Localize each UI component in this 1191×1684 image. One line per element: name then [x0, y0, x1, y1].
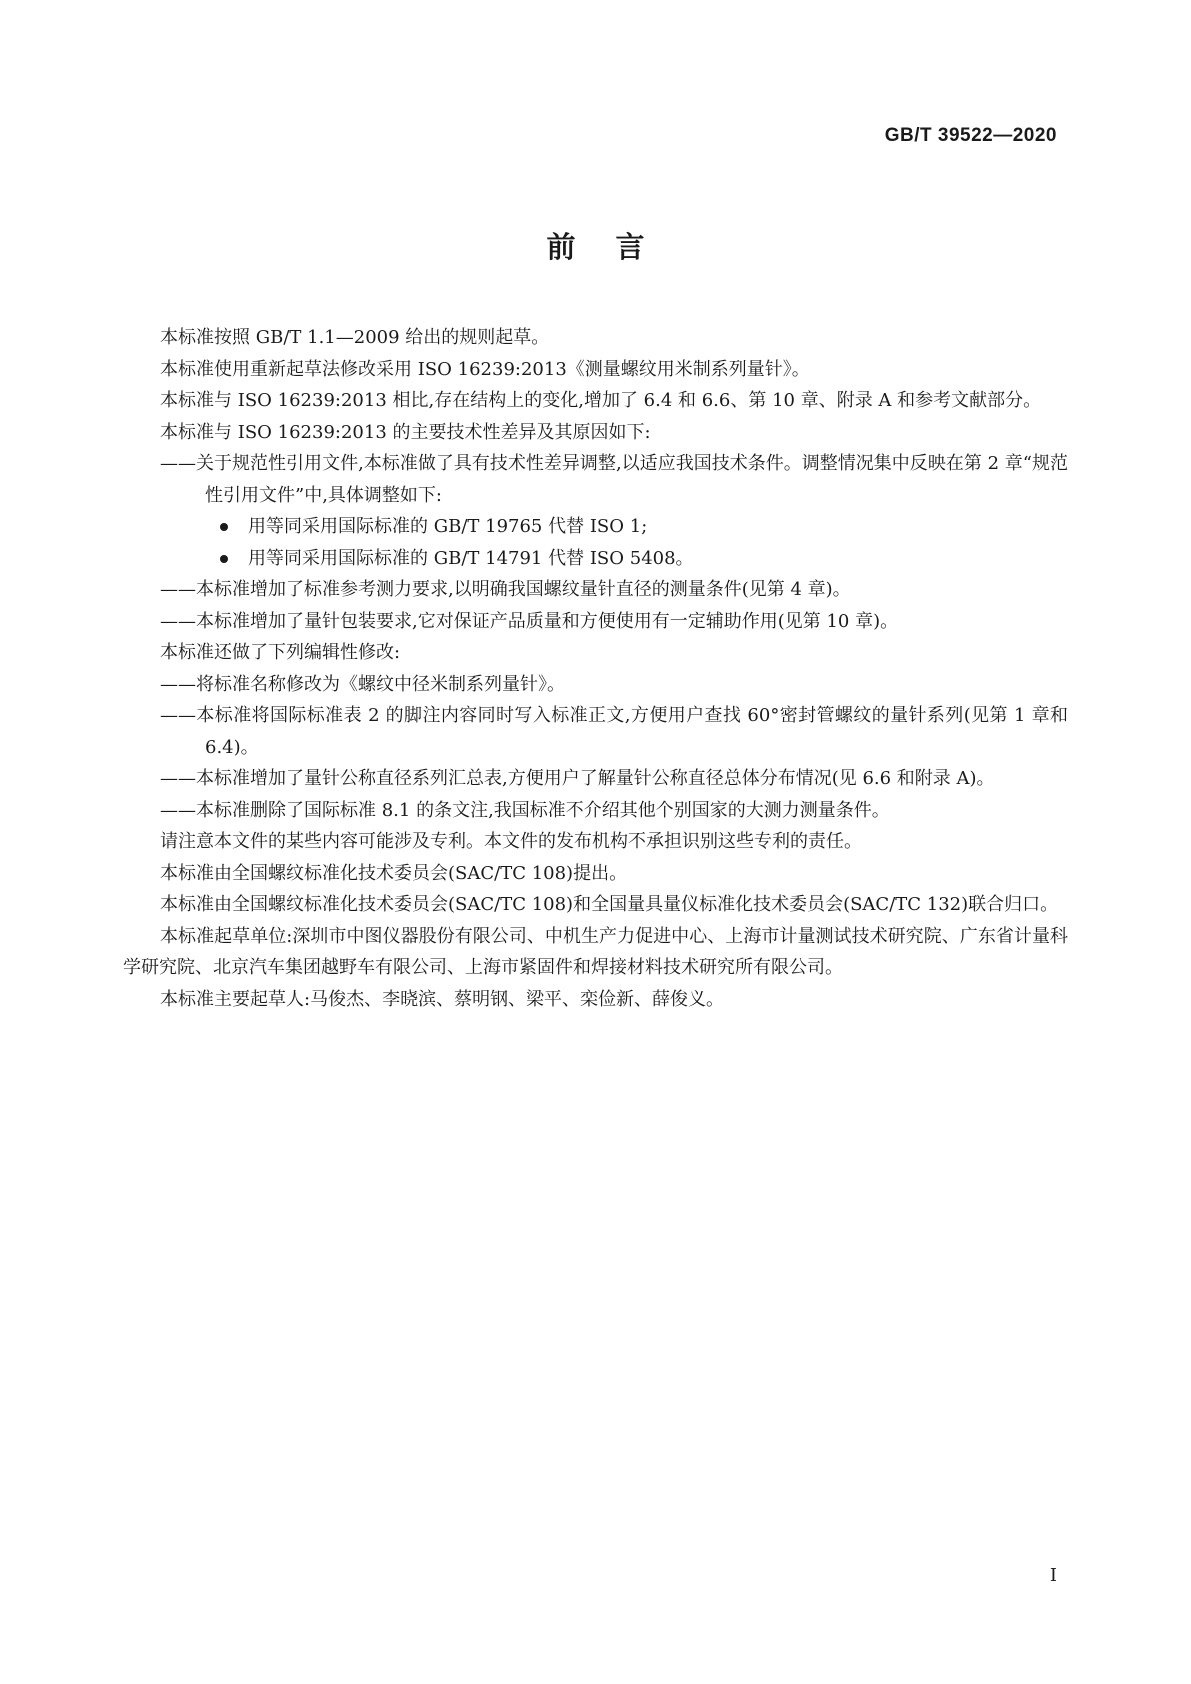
- paragraph: 本标准与 ISO 16239:2013 相比,存在结构上的变化,增加了 6.4 和 6.6、第 10 章、附录 A 和参考文献部分。: [160, 390, 1042, 411]
- foreword-body: [123, 322, 1068, 1015]
- dash-list-item: ——本标准增加了标准参考测力要求,以明确我国螺纹量针直径的测量条件(见第 4 章)。: [160, 579, 851, 600]
- paragraph: 请注意本文件的某些内容可能涉及专利。本文件的发布机构不承担识别这些专利的责任。: [160, 831, 862, 852]
- dash-list-item: ——本标准将国际标准表 2 的脚注内容同时写入标准正文,方便用户查找 60°密封管螺纹的量针系列(见第 1 章和 6.4)。: [160, 705, 1068, 758]
- paragraph: 本标准起草单位:深圳市中图仪器股份有限公司、中机生产力促进中心、上海市计量测试技术研究院、广东省计量科学研究院、北京汽车集团越野车有限公司、上海市紧固件和焊接材料技术研究所有限公司。: [123, 925, 1068, 978]
- bullet-icon: [220, 523, 228, 531]
- paragraph: 本标准由全国螺纹标准化技术委员会(SAC/TC 108)和全国量具量仪标准化技术委员会(SAC/TC 132)联合归口。: [160, 894, 1059, 915]
- page-number: I: [1049, 1565, 1057, 1586]
- paragraph: 本标准还做了下列编辑性修改:: [160, 642, 401, 663]
- bullet-text: 用等同采用国际标准的 GB/T 19765 代替 ISO 1;: [248, 516, 648, 537]
- paragraph: 本标准按照 GB/T 1.1—2009 给出的规则起草。: [160, 327, 550, 348]
- bullet-text: 用等同采用国际标准的 GB/T 14791 代替 ISO 5408。: [248, 547, 694, 569]
- standard-code: GB/T 39522—2020: [884, 125, 1057, 146]
- dash-list-item: ——将标准名称修改为《螺纹中径米制系列量针》。: [160, 673, 565, 695]
- bullet-icon: [220, 555, 228, 563]
- paragraph: 本标准与 ISO 16239:2013 的主要技术性差异及其原因如下:: [160, 421, 651, 443]
- page-title: 前言: [546, 230, 685, 264]
- dash-list-item: ——本标准删除了国际标准 8.1 的条文注,我国标准不介绍其他个别国家的大测力测量条件。: [160, 799, 890, 821]
- bullet-list-item: [123, 543, 1068, 575]
- bullet-list-item: [123, 511, 1068, 543]
- paragraph: 本标准使用重新起草法修改采用 ISO 16239:2013《测量螺纹用米制系列量针》。: [160, 358, 810, 380]
- dash-list-item: ——关于规范性引用文件,本标准做了具有技术性差异调整,以适应我国技术条件。调整情况集中反映在第 2 章“规范性引用文件”中,具体调整如下:: [160, 453, 1068, 506]
- dash-list-item: ——本标准增加了量针包装要求,它对保证产品质量和方便使用有一定辅助作用(见第 10 章)。: [160, 610, 899, 632]
- dash-list-item: ——本标准增加了量针公称直径系列汇总表,方便用户了解量针公称直径总体分布情况(见 6.6 和附录 A)。: [160, 768, 995, 789]
- paragraph: 本标准由全国螺纹标准化技术委员会(SAC/TC 108)提出。: [160, 862, 628, 884]
- paragraph: 本标准主要起草人:马俊杰、李晓滨、蔡明钢、梁平、栾俭新、薛俊义。: [160, 988, 725, 1010]
